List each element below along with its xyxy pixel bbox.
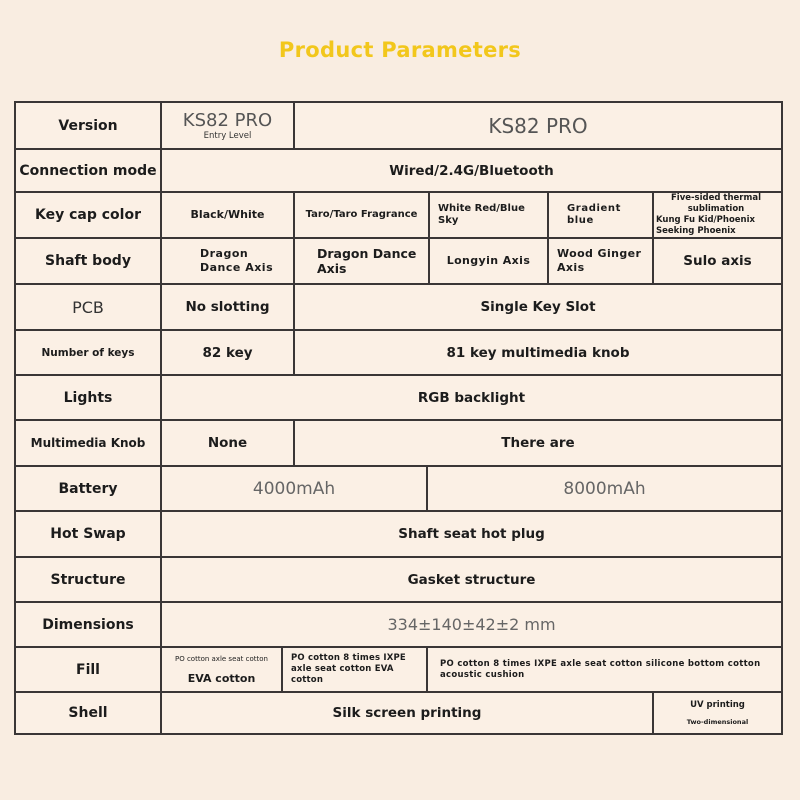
row-hotswap [16,512,781,558]
keycap-thermal-cell [652,193,781,237]
battery-entry: 4000mAh [160,467,426,510]
keys-entry: 82 key [160,331,293,374]
label-structure: Structure [50,571,126,588]
label-keys: Number of keys [41,346,135,359]
label-connection: Connection mode [19,162,157,179]
lights-value: RGB backlight [160,376,781,419]
label-dimensions: Dimensions [42,616,134,633]
row-pcb [16,285,781,331]
pro-model-name: KS82 PRO [293,103,781,148]
fill-entry-bottom: EVA cotton [187,671,256,685]
shaft-option: Wood Ginger Axis [547,239,652,283]
label-keycap: Key cap color [35,207,141,223]
label-hotswap: Hot Swap [50,526,126,542]
dimensions-value: 334±140±42±2 mm [160,603,781,646]
fill-entry-cell [160,648,281,691]
keycap-thermal-title: Five-sided thermal sublimation [671,193,761,214]
row-version [16,103,781,150]
label-knob: Multimedia Knob [30,436,146,450]
parameters-table [14,101,783,735]
shell-uv-cell [652,693,781,733]
label-battery: Battery [58,480,118,497]
entry-model-name: KS82 PRO [182,109,273,131]
shaft-option: Dragon Dance Axis [293,239,428,283]
entry-version-cell [160,103,293,148]
row-battery [16,467,781,512]
shell-uv-sub: Two-dimensional [686,717,749,726]
row-shell [16,693,781,733]
entry-level-text: Entry Level [203,130,252,141]
row-structure [16,558,781,603]
fill-pro: PO cotton 8 times IXPE axle seat cotton silicone bottom cotton acoustic cushion [426,648,781,691]
shell-uv: UV printing [690,699,745,710]
row-dimensions [16,603,781,648]
structure-value: Gasket structure [160,558,781,601]
label-shaft: Shaft body [45,253,131,269]
keycap-option: White Red/Blue Sky [428,193,547,237]
shell-value: Silk screen printing [160,693,652,733]
shaft-option: Longyin Axis [428,239,547,283]
row-lights [16,376,781,421]
row-connection [16,150,781,193]
page-title: Product Parameters [278,38,522,62]
row-fill [16,648,781,693]
keycap-option: Taro/Taro Fragrance [293,193,428,237]
row-knob [16,421,781,467]
keycap-thermal-options: Kung Fu Kid/Phoenix Seeking Phoenix [656,215,755,236]
keycap-option: Gradient blue [547,193,652,237]
connection-value: Wired/2.4G/Bluetooth [160,150,781,191]
shaft-option: Sulo axis [652,239,781,283]
label-shell: Shell [68,705,108,721]
label-lights: Lights [63,389,113,406]
keycap-option: Black/White [160,193,293,237]
pcb-pro: Single Key Slot [293,285,781,329]
fill-entry-top: PO cotton axle seat cotton [175,654,268,663]
row-keycap [16,193,781,239]
label-pcb: PCB [72,297,104,317]
shaft-option: Dragon Dance Axis [160,239,293,283]
pcb-entry: No slotting [160,285,293,329]
fill-mid: PO cotton 8 times IXPE axle seat cotton EVA cotton [281,648,426,691]
row-shaft [16,239,781,285]
label-version: Version [58,117,118,134]
battery-pro: 8000mAh [426,467,781,510]
knob-pro: There are [293,421,781,465]
hotswap-value: Shaft seat hot plug [160,512,781,556]
keys-pro: 81 key multimedia knob [293,331,781,374]
row-keys [16,331,781,376]
knob-entry: None [160,421,293,465]
label-fill: Fill [76,661,100,678]
